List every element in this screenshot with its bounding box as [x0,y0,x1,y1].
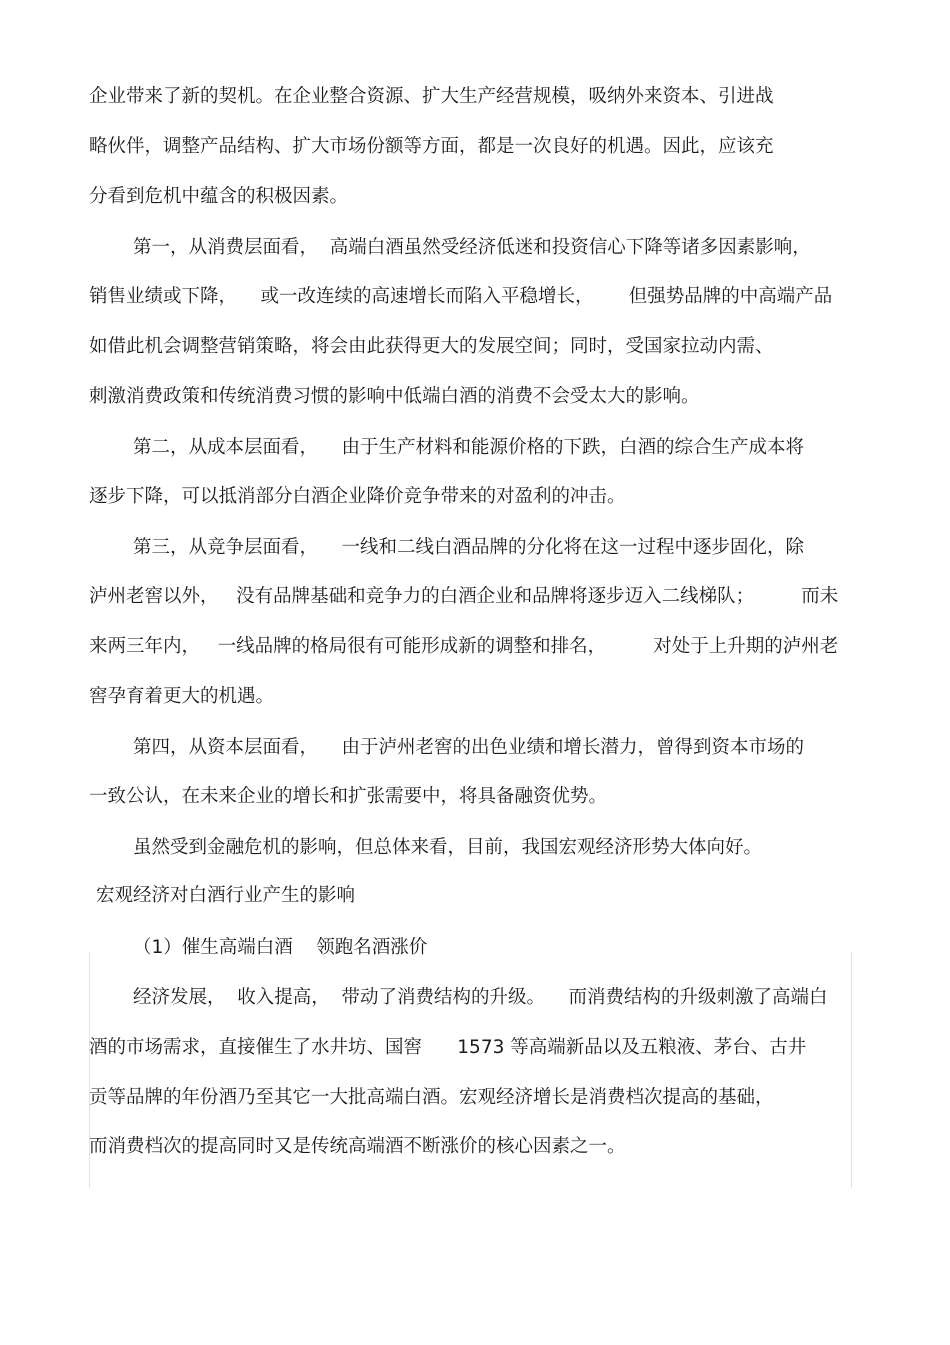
text-line: 逐步下降，可以抵消部分白酒企业降价竞争带来的对盈利的冲击。 [89,486,626,507]
text-line: 一致公认，在未来企业的增长和扩张需要中，将具备融资优势。 [89,786,608,807]
text-line: 经济发展， 收入提高， 带动了消费结构的升级。 而消费结构的升级刺激了高端白 [133,987,828,1008]
text-line: 泸州老窖以外， 没有品牌基础和竞争力的白酒企业和品牌将逐步迈入二线梯队； 而未 [89,586,839,607]
text-line: 第一，从消费层面看， 高端白酒虽然受经济低迷和投资信心下降等诸多因素影响， [133,237,811,258]
text-line: 略伙伴，调整产品结构、扩大市场份额等方面，都是一次良好的机遇。因此，应该充 [89,136,774,157]
text-line: 酒的市场需求，直接催生了水井坊、国窖 1573 等高端新品以及五粮液、茅台、古井 [89,1037,807,1058]
text-line: 如借此机会调整营销策略，将会由此获得更大的发展空间；同时，受国家拉动内需、 [89,336,774,357]
text-line: 销售业绩或下降， 或一改连续的高速增长而陷入平稳增长， 但强势品牌的中高端产品 [89,286,833,307]
text-line: （1）催生高端白酒 领跑名酒涨价 [133,937,428,958]
text-line: 来两三年内， 一线品牌的格局很有可能形成新的调整和排名， 对处于上升期的泸州老 [89,636,839,657]
text-line: 第四，从资本层面看， 由于泸州老窖的出色业绩和增长潜力，曾得到资本市场的 [133,737,805,758]
text-line: 贡等品牌的年份酒乃至其它一大批高端白酒。宏观经济增长是消费档次提高的基础， [89,1087,774,1108]
text-line: 而消费档次的提高同时又是传统高端酒不断涨价的核心因素之一。 [89,1136,626,1157]
text-line: 第二，从成本层面看， 由于生产材料和能源价格的下跌，白酒的综合生产成本将 [133,437,805,458]
text-line: 分看到危机中蕴含的积极因素。 [89,186,349,207]
text-line: 企业带来了新的契机。在企业整合资源、扩大生产经营规模，吸纳外来资本、引进战 [89,86,774,107]
text-line: 宏观经济对白酒行业产生的影响 [96,885,356,906]
text-line: 第三，从竞争层面看， 一线和二线白酒品牌的分化将在这一过程中逐步固化，除 [133,537,805,558]
text-line: 窖孕育着更大的机遇。 [89,686,275,707]
text-line: 虽然受到金融危机的影响，但总体来看，目前，我国宏观经济形势大体向好。 [133,837,763,858]
text-line: 刺激消费政策和传统消费习惯的影响中低端白酒的消费不会受太大的影响。 [89,386,700,407]
